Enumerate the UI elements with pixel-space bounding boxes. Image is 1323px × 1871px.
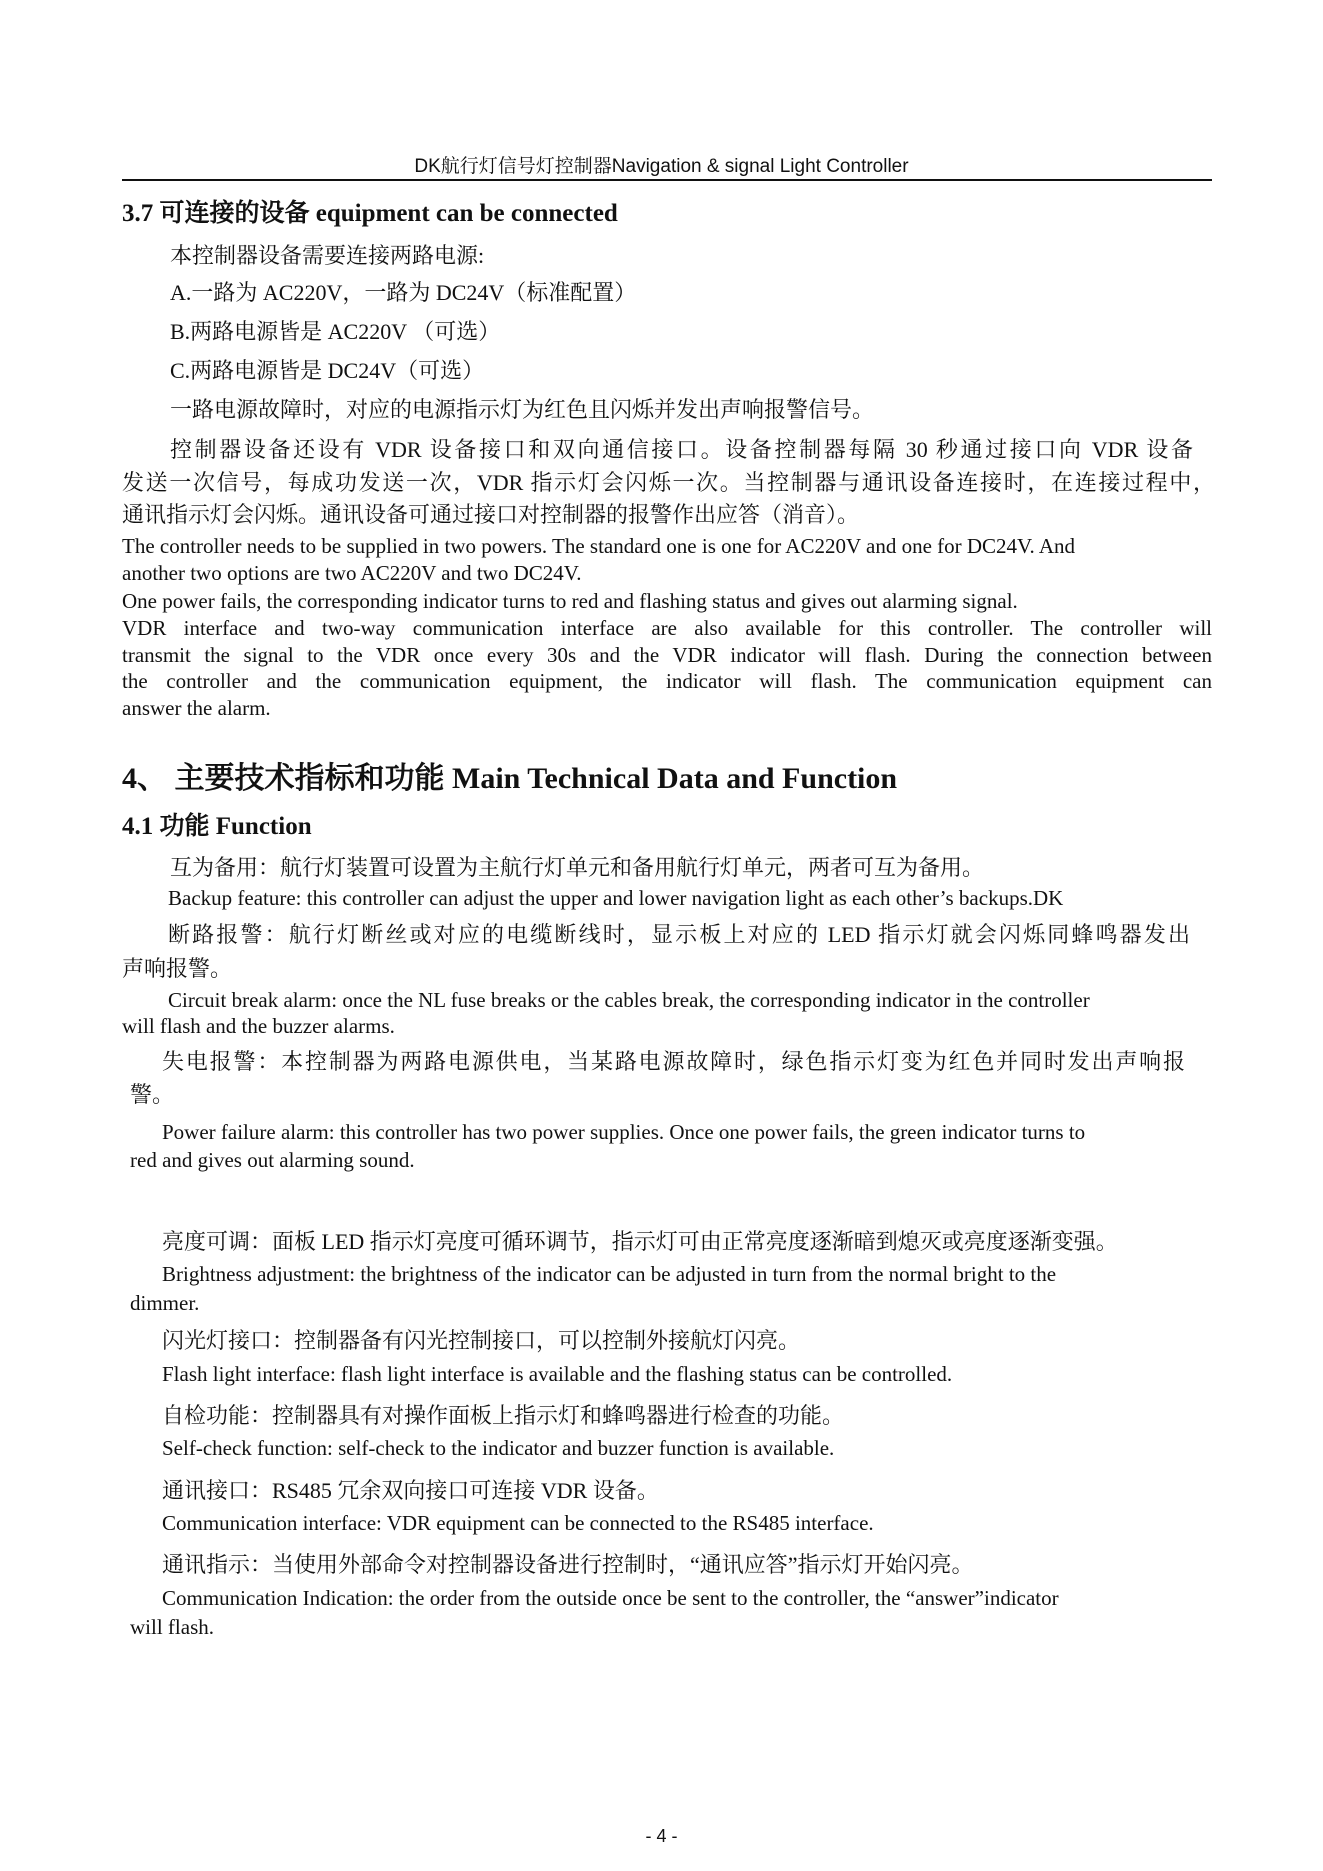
paragraph-zh: 一路电源故障时，对应的电源指示灯为红色且闪烁并发出声响报警信号。 xyxy=(170,397,875,422)
section-4-1-heading: 4.1 功能 Function xyxy=(122,813,312,840)
paragraph-en: The controller needs to be supplied in two powers. The standard one is one for AC220V and one for DC24V. And xyxy=(122,534,1076,558)
function-item-en: Communication interface: VDR equipment can be connected to the RS485 interface. xyxy=(162,1511,874,1535)
paragraph-zh: 发送一次信号，每成功发送一次，VDR 指示灯会闪烁一次。当控制器与通讯设备连接时，在连接过程中， xyxy=(122,470,1215,495)
function-item-en: Brightness adjustment: the brightness of the indicator can be adjusted in turn from the normal bright to the xyxy=(162,1262,1057,1286)
paragraph-en: VDR interface and two-way communication interface are also available for this controller. The controller will xyxy=(122,616,1212,640)
function-item-zh: 自检功能：控制器具有对操作面板上指示灯和蜂鸣器进行检查的功能。 xyxy=(162,1403,845,1428)
paragraph-zh: 本控制器设备需要连接两路电源: xyxy=(170,243,485,268)
function-item-zh: 通讯接口：RS485 冗余双向接口可连接 VDR 设备。 xyxy=(162,1478,659,1503)
paragraph-zh: C.两路电源皆是 DC24V（可选） xyxy=(170,358,485,383)
paragraph-zh: B.两路电源皆是 AC220V （可选） xyxy=(170,319,501,344)
function-item-en: red and gives out alarming sound. xyxy=(130,1148,415,1172)
paragraph-en: the controller and the communication equipment, the indicator will flash. The communication equipment can xyxy=(122,669,1212,693)
function-item-en: will flash. xyxy=(130,1615,214,1639)
function-item-zh: 互为备用：航行灯装置可设置为主航行灯单元和备用航行灯单元，两者可互为备用。 xyxy=(170,855,985,880)
paragraph-en: transmit the signal to the VDR once every 30s and the VDR indicator will flash. During the connection between xyxy=(122,643,1212,667)
function-item-en: Flash light interface: flash light interface is available and the flashing status can be controlled. xyxy=(162,1362,953,1386)
paragraph-en: One power fails, the corresponding indicator turns to red and flashing status and gives out alarming signal. xyxy=(122,589,1018,613)
function-item-zh: 闪光灯接口：控制器备有闪光控制接口，可以控制外接航灯闪亮。 xyxy=(162,1328,801,1353)
function-item-en: Communication Indication: the order from the outside once be sent to the controller, the “answer”indicator xyxy=(162,1586,1059,1610)
paragraph-zh: 控制器设备还设有 VDR 设备接口和双向通信接口。设备控制器每隔 30 秒通过接口向 VDR 设备 xyxy=(170,437,1193,462)
paragraph-zh: A.一路为 AC220V，一路为 DC24V（标准配置） xyxy=(170,280,637,305)
paragraph-zh: 通讯指示灯会闪烁。通讯设备可通过接口对控制器的报警作出应答（消音）。 xyxy=(122,502,860,527)
paragraph-en: another two options are two AC220V and two DC24V. xyxy=(122,561,582,585)
function-item-zh: 声响报警。 xyxy=(122,956,233,981)
header-divider xyxy=(122,179,1212,181)
function-item-en: Power failure alarm: this controller has two power supplies. Once one power fails, the green indicator turns to xyxy=(162,1120,1086,1144)
section-3-7-heading: 3.7 可连接的设备 equipment can be connected xyxy=(122,200,618,227)
function-item-en: Circuit break alarm: once the NL fuse breaks or the cables break, the corresponding indicator in the controller xyxy=(168,988,1090,1012)
paragraph-en: answer the alarm. xyxy=(122,696,271,720)
page-number: - 4 - xyxy=(645,1826,678,1846)
function-item-zh: 亮度可调：面板 LED 指示灯亮度可循环调节，指示灯可由正常亮度逐渐暗到熄灭或亮度逐渐变强。 xyxy=(162,1229,1118,1254)
function-item-zh: 失电报警：本控制器为两路电源供电，当某路电源故障时，绿色指示灯变为红色并同时发出声响报 xyxy=(162,1049,1185,1074)
function-item-zh: 警。 xyxy=(130,1082,175,1107)
page-header: DK航行灯信号灯控制器Navigation & signal Light Controller xyxy=(414,156,909,177)
section-4-heading: 4、 主要技术指标和功能 Main Technical Data and Function xyxy=(122,762,898,795)
function-item-en: Self-check function: self-check to the indicator and buzzer function is available. xyxy=(162,1436,835,1460)
function-item-en: will flash and the buzzer alarms. xyxy=(122,1014,395,1038)
function-item-en: Backup feature: this controller can adjust the upper and lower navigation light as each other’s backups.DK xyxy=(168,886,1064,910)
function-item-en: dimmer. xyxy=(130,1291,200,1315)
function-item-zh: 通讯指示：当使用外部命令对控制器设备进行控制时，“通讯应答”指示灯开始闪亮。 xyxy=(162,1552,974,1577)
function-item-zh: 断路报警：航行灯断丝或对应的电缆断线时，显示板上对应的 LED 指示灯就会闪烁同蜂鸣器发出 xyxy=(168,922,1190,947)
